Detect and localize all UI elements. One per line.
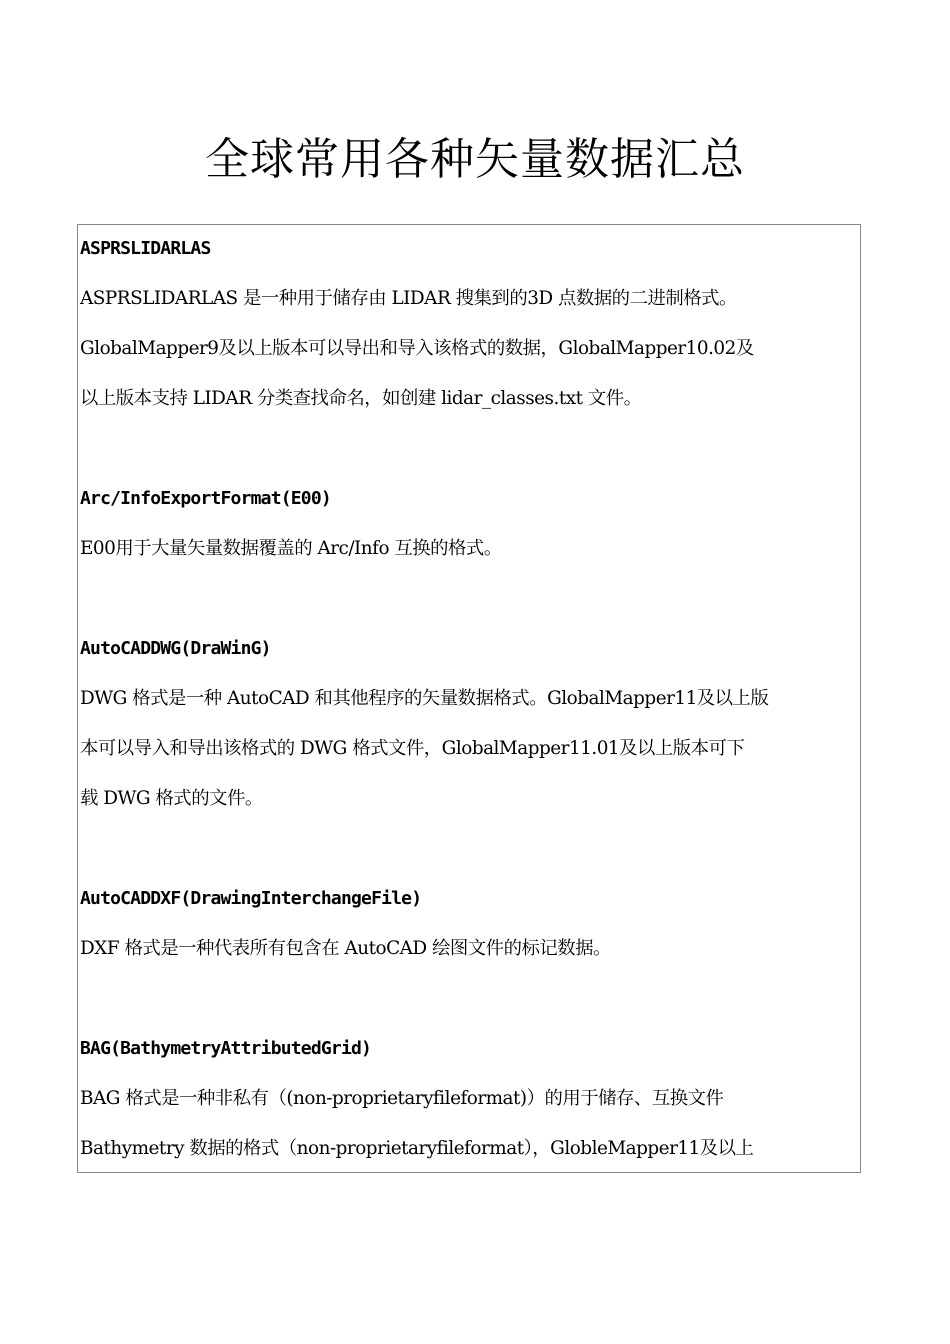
- blank-line: [80, 424, 860, 474]
- content-inner: [80, 224, 860, 1173]
- section-autocad-dxf: [80, 874, 860, 974]
- blank-line: [80, 824, 860, 874]
- section-asprs-lidar-las: [80, 224, 860, 424]
- section-heading: AutoCADDWG(DraWinG): [80, 638, 271, 659]
- body-line: 本可以导入和导出该格式的 DWG 格式文件，GlobalMapper11.01及以上版本可下: [80, 738, 745, 759]
- section-arc-info-e00: [80, 474, 860, 574]
- section-body: [80, 924, 860, 974]
- body-line: BAG 格式是一种非私有（(non-proprietaryfileformat)）的用于储存、互换文件: [80, 1088, 724, 1109]
- section-heading: AutoCADDXF(DrawingInterchangeFile): [80, 888, 422, 909]
- section-body: [80, 524, 860, 574]
- content-table-cell: [77, 224, 861, 1173]
- body-line: 载 DWG 格式的文件。: [80, 788, 263, 809]
- blank-line: [80, 974, 860, 1024]
- section-body: [80, 674, 860, 824]
- body-line: Bathymetry 数据的格式（non-proprietaryfileformat），GlobleMapper11及以上: [80, 1138, 754, 1159]
- body-line: DXF 格式是一种代表所有包含在 AutoCAD 绘图文件的标记数据。: [80, 938, 611, 959]
- blank-line: [80, 574, 860, 624]
- section-body: [80, 1074, 860, 1173]
- section-heading: Arc/InfoExportFormat(E00): [80, 488, 331, 509]
- section-body: [80, 274, 860, 424]
- body-line: DWG 格式是一种 AutoCAD 和其他程序的矢量数据格式。GlobalMapper11及以上版: [80, 688, 769, 709]
- body-line: 以上版本支持 LIDAR 分类查找命名，如创建 lidar_classes.txt 文件。: [80, 388, 642, 409]
- page-title: 全球常用各种矢量数据汇总: [205, 134, 745, 185]
- body-line: E00用于大量矢量数据覆盖的 Arc/Info 互换的格式。: [80, 538, 502, 559]
- section-heading: ASPRSLIDARLAS: [80, 238, 211, 259]
- body-line: GlobalMapper9及以上版本可以导出和导入该格式的数据，GlobalMapper10.02及: [80, 338, 754, 359]
- section-autocad-dwg: [80, 624, 860, 824]
- section-bag: [80, 1024, 860, 1173]
- section-heading: BAG(BathymetryAttributedGrid): [80, 1038, 372, 1059]
- body-line: ASPRSLIDARLAS 是一种用于储存由 LIDAR 搜集到的3D 点数据的二进制格式。: [80, 288, 737, 309]
